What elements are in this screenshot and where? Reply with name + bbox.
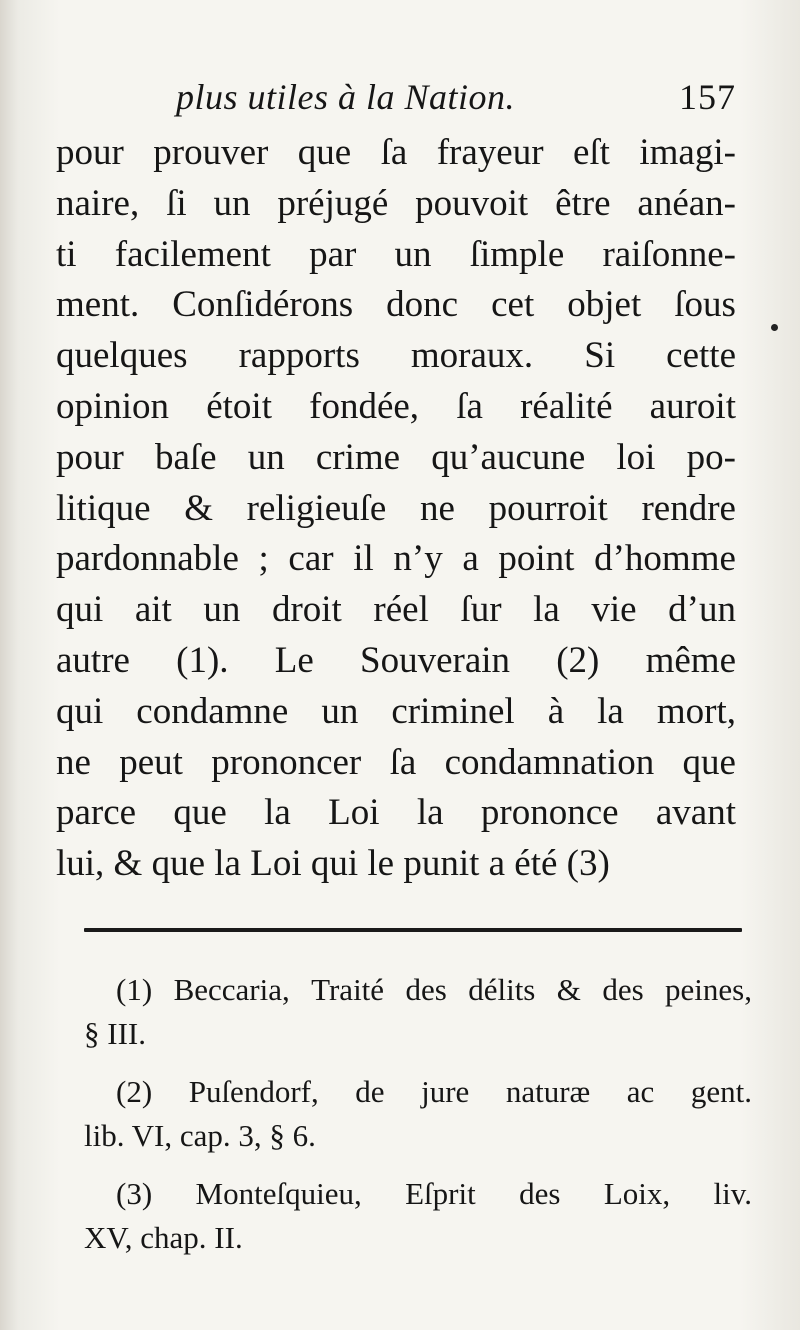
body-line xyxy=(56,230,736,281)
word: d’un xyxy=(668,589,736,631)
word: des xyxy=(405,972,447,1007)
word: qui xyxy=(56,589,104,631)
word: (2) xyxy=(556,639,600,681)
word: des xyxy=(602,972,644,1007)
footnote-line: § III. xyxy=(84,1016,146,1051)
word: ne xyxy=(420,487,455,529)
word: Conſidérons xyxy=(172,284,354,326)
word: (1) xyxy=(116,972,153,1007)
word: (1). xyxy=(176,639,229,681)
word: objet xyxy=(567,284,642,326)
word: que xyxy=(297,132,352,173)
word: pouvoit xyxy=(415,182,529,224)
word: a xyxy=(462,538,479,580)
word: moraux. xyxy=(410,335,534,377)
word: des xyxy=(519,1176,561,1211)
word: condamnation xyxy=(444,741,655,783)
word: ſur xyxy=(460,589,502,631)
word: ti xyxy=(56,233,77,275)
word: ac xyxy=(626,1074,655,1109)
word: pour xyxy=(56,436,124,478)
word: eſt xyxy=(572,132,610,173)
body-line xyxy=(56,128,736,179)
body-line: lui, & que la Loi qui le punit a été (3) xyxy=(56,843,610,885)
body-line xyxy=(56,687,736,738)
body-line xyxy=(56,788,736,839)
word: ; xyxy=(258,538,269,580)
word: mort, xyxy=(656,690,736,732)
word: & xyxy=(556,972,581,1007)
word: étoit xyxy=(206,385,272,427)
body-line xyxy=(56,738,736,789)
word: peines, xyxy=(665,972,752,1007)
footnote-line xyxy=(72,1172,752,1216)
body-line xyxy=(56,331,736,382)
body-line xyxy=(56,179,736,230)
word: un xyxy=(321,690,359,732)
word: jure xyxy=(421,1074,470,1109)
word: être xyxy=(555,182,611,224)
body-line xyxy=(56,433,736,484)
word: facilement xyxy=(114,233,271,275)
word: raiſonne- xyxy=(602,233,736,275)
running-head xyxy=(176,72,736,122)
word: donc xyxy=(386,284,459,326)
word: il xyxy=(353,538,374,580)
word: à xyxy=(547,690,565,732)
word: qui xyxy=(56,690,104,732)
word: droit xyxy=(271,589,342,631)
word: réel xyxy=(373,589,429,631)
word: rendre xyxy=(641,487,736,529)
word: prouver xyxy=(153,132,269,173)
body-line xyxy=(56,484,736,535)
word: même xyxy=(645,639,736,681)
word: ait xyxy=(134,589,172,631)
body-line xyxy=(56,636,736,687)
footnote-rule xyxy=(84,928,742,932)
footnote-line xyxy=(72,968,752,1012)
word: ſa xyxy=(456,385,483,427)
word: opinion xyxy=(56,385,170,427)
footnote-line: XV, chap. II. xyxy=(84,1220,243,1255)
word: criminel xyxy=(391,690,515,732)
word: que xyxy=(173,792,227,834)
word: cet xyxy=(491,284,535,326)
word: de xyxy=(355,1074,385,1109)
page-number: 157 xyxy=(679,77,736,117)
word: vie xyxy=(591,589,637,631)
word: fondée, xyxy=(309,385,420,427)
word: & xyxy=(184,487,213,529)
word: avant xyxy=(655,792,736,834)
word: Souverain xyxy=(360,639,511,681)
footnotes xyxy=(72,968,752,1274)
word: rapports xyxy=(238,335,360,377)
word: la xyxy=(597,690,624,732)
word: auroit xyxy=(649,385,736,427)
word: ment. xyxy=(56,284,140,326)
word: naturæ xyxy=(505,1074,591,1109)
ink-speck xyxy=(771,324,778,331)
word: ſi xyxy=(166,182,187,224)
word: (2) xyxy=(116,1074,153,1109)
running-head-title: plus utiles à la Nation. xyxy=(176,77,516,117)
word: parce xyxy=(56,792,137,834)
word: ſous xyxy=(674,284,736,326)
word: ſa xyxy=(380,132,408,173)
word: loi xyxy=(616,436,656,478)
word: naire, xyxy=(56,182,140,224)
word: frayeur xyxy=(436,132,544,173)
word: Loix, xyxy=(603,1176,671,1211)
word: anéan- xyxy=(637,182,736,224)
word: ne xyxy=(56,741,91,783)
word: quelques xyxy=(56,335,188,377)
word: litique xyxy=(56,487,151,529)
word: réalité xyxy=(520,385,613,427)
body-line xyxy=(56,585,736,636)
word: po- xyxy=(686,436,736,478)
word: ſa xyxy=(389,741,417,783)
word: religieuſe xyxy=(246,487,387,529)
body-line xyxy=(56,382,736,433)
word: que xyxy=(682,741,736,783)
footnote-line: lib. VI, cap. 3, § 6. xyxy=(84,1118,316,1153)
word: délits xyxy=(468,972,536,1007)
word: car xyxy=(288,538,334,580)
footnote xyxy=(72,968,752,1056)
word: Monteſquieu, xyxy=(195,1176,362,1211)
word: baſe xyxy=(154,436,217,478)
word: condamne xyxy=(136,690,289,732)
word: Puſendorf, xyxy=(188,1074,319,1109)
word: ſimple xyxy=(469,233,565,275)
word: Le xyxy=(274,639,314,681)
word: gent. xyxy=(690,1074,752,1109)
word: Si xyxy=(584,335,616,377)
word: un xyxy=(394,233,432,275)
word: la xyxy=(533,589,560,631)
word: crime xyxy=(315,436,401,478)
word: peut xyxy=(119,741,183,783)
word: d’homme xyxy=(594,538,736,580)
word: prononcer xyxy=(211,741,362,783)
word: prononce xyxy=(480,792,619,834)
footnote xyxy=(72,1070,752,1158)
word: imagi- xyxy=(639,132,736,173)
word: n’y xyxy=(393,538,443,580)
word: cette xyxy=(666,335,736,377)
word: un xyxy=(247,436,285,478)
body-line xyxy=(56,534,736,585)
word: Eſprit xyxy=(405,1176,476,1211)
word: préjugé xyxy=(277,182,389,224)
word: pourroit xyxy=(488,487,608,529)
word: Beccaria, xyxy=(173,972,290,1007)
word: la xyxy=(416,792,444,834)
word: un xyxy=(213,182,251,224)
word: Loi xyxy=(328,792,380,834)
word: pardonnable xyxy=(56,538,239,580)
word: par xyxy=(309,233,357,275)
word: qu’aucune xyxy=(431,436,586,478)
word: un xyxy=(203,589,241,631)
footnote xyxy=(72,1172,752,1260)
body-line xyxy=(56,280,736,331)
body-text xyxy=(56,128,736,890)
word: pour xyxy=(56,132,124,173)
word: autre xyxy=(56,639,130,681)
word: la xyxy=(264,792,291,834)
word: (3) xyxy=(116,1176,153,1211)
word: liv. xyxy=(713,1176,752,1211)
word: point xyxy=(498,538,575,580)
footnote-line xyxy=(72,1070,752,1114)
word: Traité xyxy=(311,972,385,1007)
